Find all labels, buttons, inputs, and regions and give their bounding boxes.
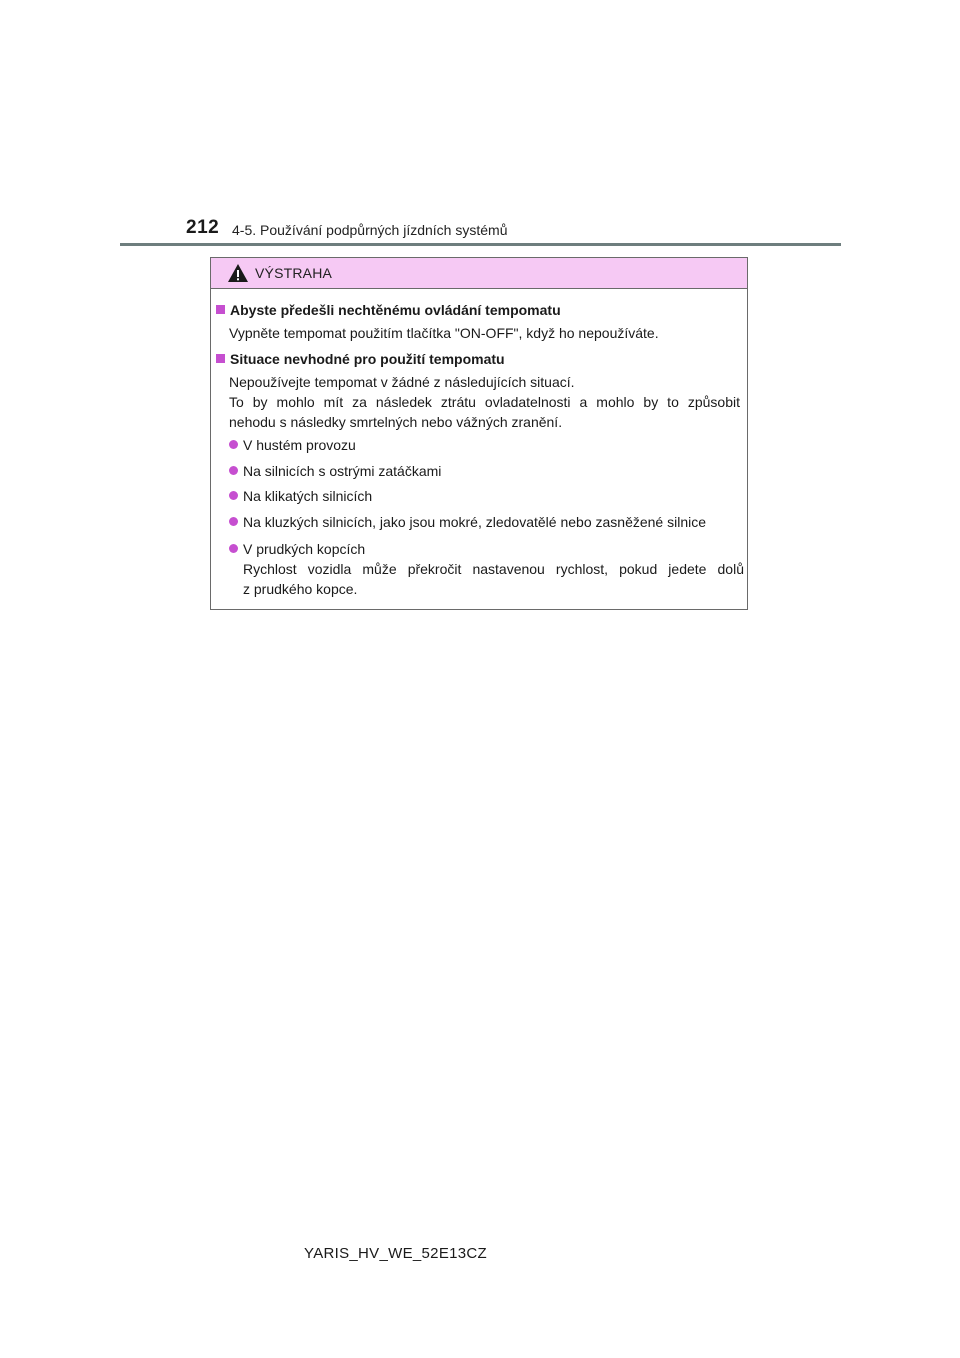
warning-triangle-icon (227, 263, 249, 283)
list-item-detail: z prudkého kopce. (243, 581, 358, 597)
list-item (229, 512, 744, 532)
list-item-text: V hustém provozu (243, 437, 356, 453)
list-item (229, 435, 744, 455)
dot-bullet-icon (229, 440, 238, 449)
text-line: Nepoužívejte tempomat v žádné z následujících situací. (229, 374, 575, 390)
list-item-text: Na silnicích s ostrými zatáčkami (243, 463, 442, 479)
section-heading-text: Abyste předešli nechtěnému ovládání tempomatu (230, 302, 561, 318)
text-line: To by mohlo mít za následek ztrátu ovladatelnosti a mohlo by to způsobit (229, 394, 740, 410)
list-item-text: Na klikatých silnicích (243, 488, 373, 504)
square-bullet-icon (216, 354, 225, 363)
list-item (229, 486, 744, 506)
warning-header (211, 258, 747, 289)
dot-bullet-icon (229, 491, 238, 500)
page-number: 212 (186, 217, 220, 238)
list-item (229, 539, 744, 599)
document-code: YARIS_HV_WE_52E13CZ (304, 1245, 487, 1262)
dot-bullet-icon (229, 517, 238, 526)
square-bullet-icon (216, 305, 225, 314)
section-title: 4-5. Používání podpůrných jízdních systémů (232, 222, 508, 238)
section-heading-1 (216, 302, 561, 318)
dot-bullet-icon (229, 544, 238, 553)
list-item-text: Na kluzkých silnicích, jako jsou mokré, zledovatělé nebo zasněžené silnice (243, 514, 707, 530)
section-text-1 (229, 323, 740, 343)
list-item-text: V prudkých kopcích (243, 541, 366, 557)
section-text-2 (229, 372, 740, 432)
section-heading-2 (216, 351, 505, 367)
text-line: nehodu s následky smrtelných nebo vážných zranění. (229, 414, 563, 430)
list-item-detail: Rychlost vozidla může překročit nastavenou rychlost, pokud jedete dolů (243, 561, 744, 577)
dot-bullet-icon (229, 466, 238, 475)
section-heading-text: Situace nevhodné pro použití tempomatu (230, 351, 505, 367)
list-item (229, 461, 744, 481)
warning-box (210, 257, 748, 610)
text-line: Vypněte tempomat použitím tlačítka "ON-OFF", když ho nepoužíváte. (229, 325, 659, 341)
header-divider (120, 243, 841, 246)
warning-label: VÝSTRAHA (255, 265, 333, 281)
